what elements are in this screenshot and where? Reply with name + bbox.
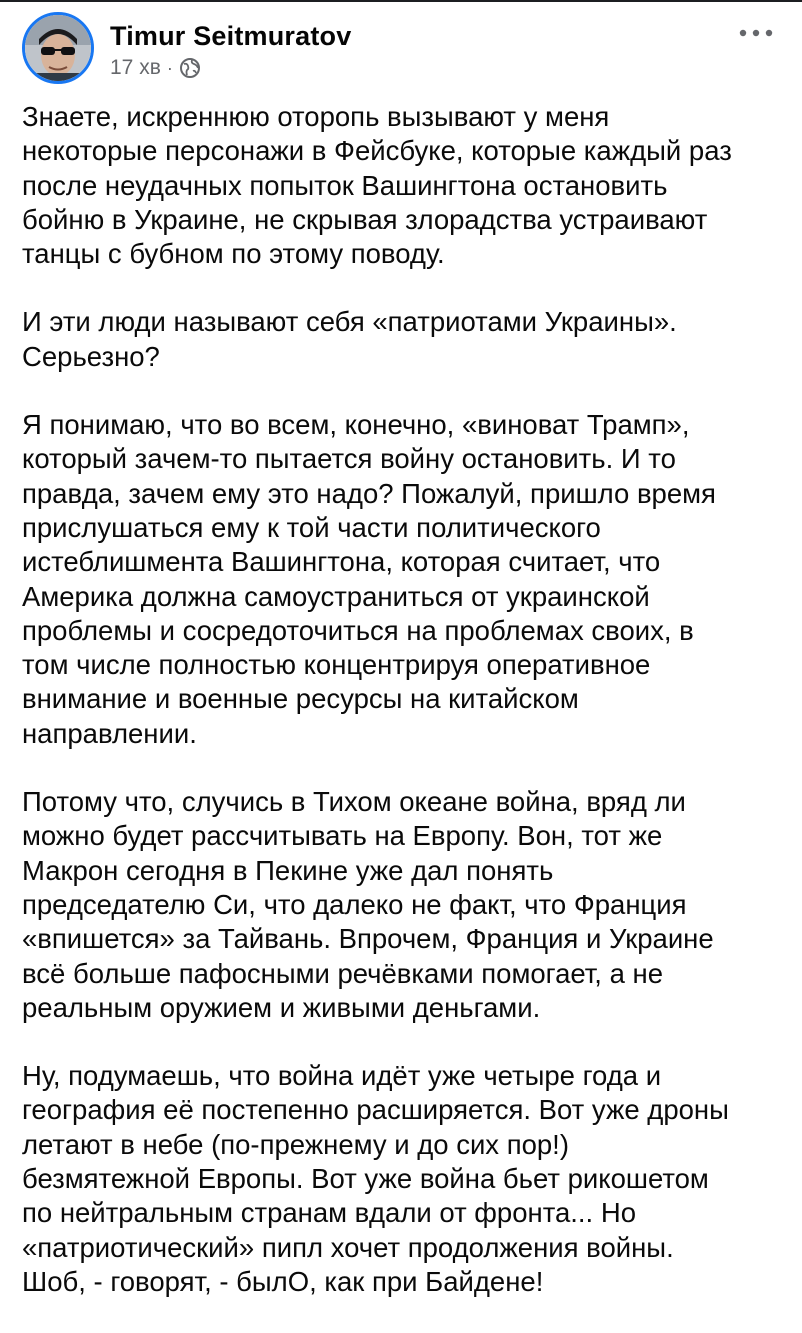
avatar[interactable] <box>22 12 94 84</box>
meta-separator: · <box>166 57 173 78</box>
post-header <box>22 12 782 86</box>
post-paragraph: Знаете, искреннюю оторопь вызывают у меня некоторые персонажи в Фейсбуке, которые каждый раз после неудачных попыток Вашингтона остановить бойню в Украине, не скрывая злорадства устраивают танцы с бубном по этому поводу. <box>22 101 732 270</box>
post-paragraph: Ну, подумаешь, что война идёт уже четыре года и география её постепенно расширяется. Вот уже дроны летают в небе (по-прежнему и до сих пор!) безмятежной Европы. Вот уже война бьет рикошетом по нейтральным странам вдали от фронта... Но «патриотический» пипл хочет продолжения войны. Шоб, - говорят, - былО, как при Байдене! <box>22 1060 729 1297</box>
post-body <box>22 100 782 1333</box>
post-paragraph: Я понимаю, что во всем, конечно, «виноват Трамп», который зачем-то пытается войну остановить. И то правда, зачем ему это надо? Пожалуй, пришло время прислушаться ему к той части политического истеблишмента Вашингтона, которая считает, что Америка должна самоустраниться от украинской проблемы и сосредоточиться на проблемах своих, в том числе полностью концентрируя оперативное внимание и военные ресурсы на китайском направлении. <box>22 409 716 749</box>
post-paragraph: И эти люди называют себя «патриотами Украины». Серьезно? <box>22 306 677 372</box>
avatar-image <box>25 15 91 81</box>
post-timestamp[interactable]: 17 хв <box>110 56 161 79</box>
post-meta <box>110 55 201 81</box>
more-horizontal-icon[interactable] <box>738 26 774 40</box>
author-name[interactable]: Timur Seitmuratov <box>110 21 352 51</box>
globe-icon[interactable] <box>179 57 201 79</box>
top-border <box>0 0 802 2</box>
post-paragraph: Потому что, случись в Тихом океане война, вряд ли можно будет рассчитывать на Европу. Вон, тот же Макрон сегодня в Пекине уже дал понять председателю Си, что далеко не факт, что Франция «впишется» за Тайвань. Впрочем, Франция и Украине всё больше пафосными речёвками помогает, а не реальным оружием и живыми деньгами. <box>22 786 714 1023</box>
